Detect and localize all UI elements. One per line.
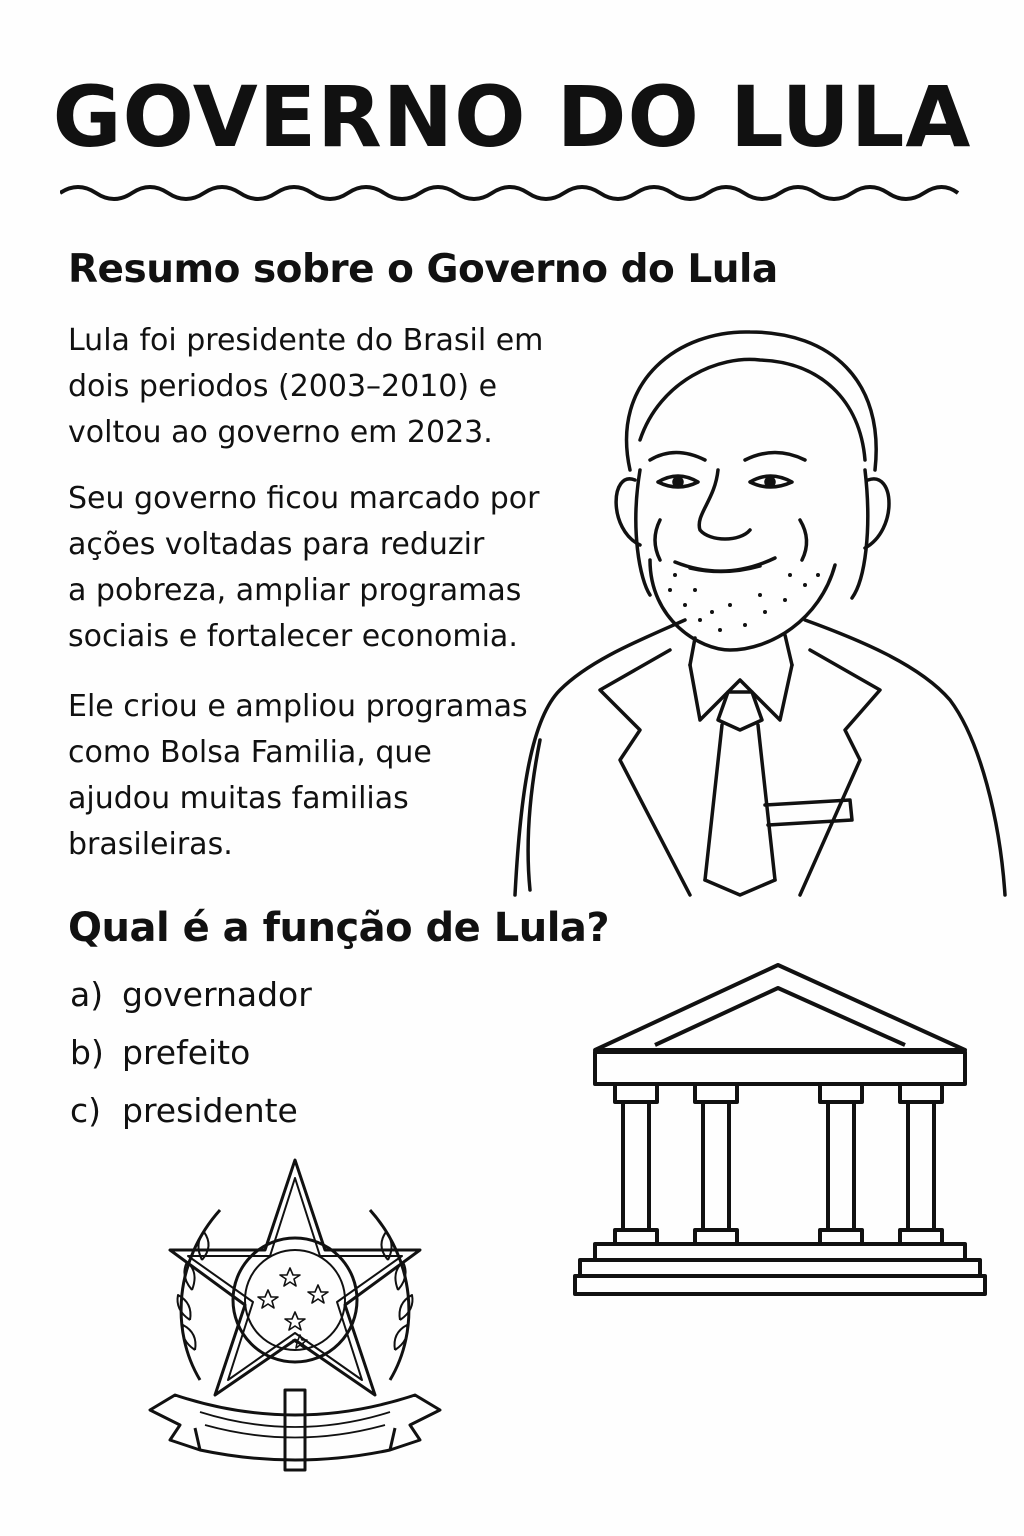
quiz-option-c[interactable] xyxy=(70,1086,298,1136)
wavy-divider xyxy=(60,178,960,208)
option-text: governador xyxy=(122,975,312,1014)
summary-paragraph: Seu governo ficou marcado por ações voltadas para reduzir a pobreza, ampliar programas sociais e fortalecer economia. xyxy=(68,481,540,654)
quiz-option-b[interactable] xyxy=(70,1028,250,1078)
government-building-icon xyxy=(570,960,990,1300)
summary-heading: Resumo sobre o Governo do Lula xyxy=(68,247,778,292)
option-letter: a) xyxy=(70,975,104,1014)
coat-of-arms-emblem xyxy=(140,1150,450,1490)
option-text: presidente xyxy=(122,1091,298,1130)
option-letter: b) xyxy=(70,1033,104,1072)
quiz-option-a[interactable] xyxy=(70,970,312,1020)
page-title: GOVERNO DO LULA xyxy=(52,68,972,166)
quiz-question: Qual é a função de Lula? xyxy=(68,905,610,951)
summary-paragraph: Lula foi presidente do Brasil em dois periodos (2003–2010) e voltou ao governo em 2023. xyxy=(68,323,544,450)
option-text: prefeito xyxy=(122,1033,251,1072)
portrait-illustration xyxy=(500,320,1010,900)
summary-paragraph: Ele criou e ampliou programas como Bolsa Familia, que ajudou muitas familias brasileiras. xyxy=(68,689,528,862)
option-letter: c) xyxy=(70,1091,102,1130)
